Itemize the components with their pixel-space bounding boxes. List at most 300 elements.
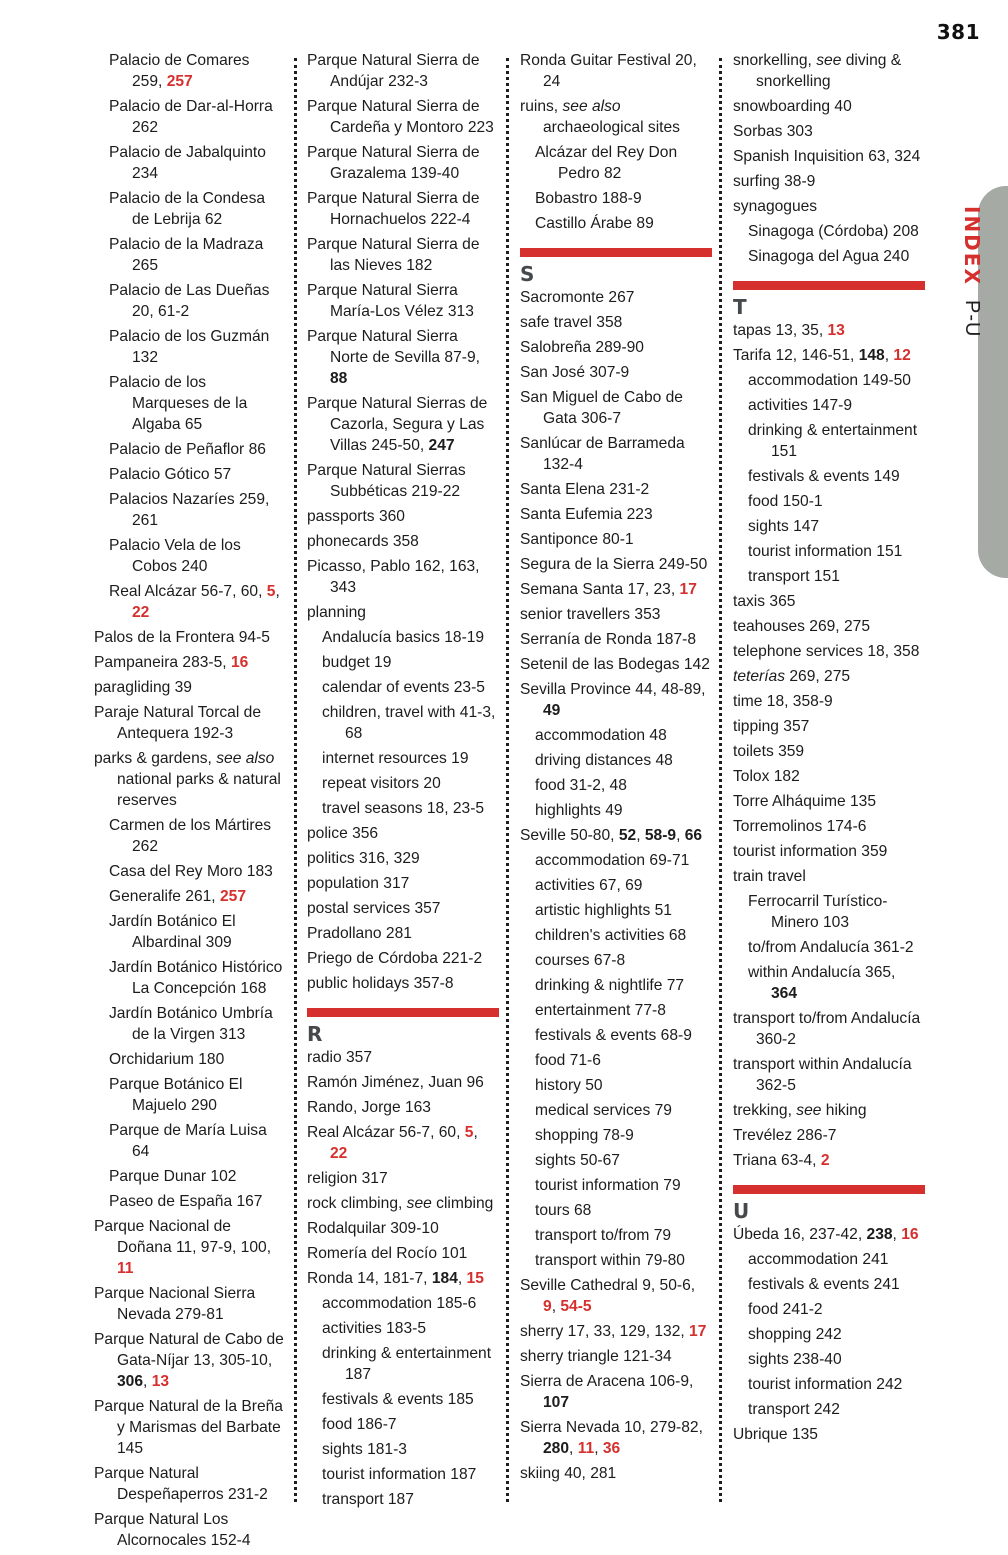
entry-text: Real Alcázar 56-7, 60, [109,583,267,600]
main-page-ref: 280 [543,1440,570,1457]
index-entry [94,1329,284,1392]
entry-text: 269, 275 [785,668,851,685]
index-entry [307,280,499,322]
entry-text: transport 242 [748,1401,840,1418]
entry-text: , [569,1440,578,1457]
entry-text: , [676,827,685,844]
map-page-ref: 54-5 [560,1298,592,1315]
index-subentry [733,566,925,587]
section-letter: U [733,1199,750,1223]
entry-text: within Andalucía 365, [748,964,896,981]
entry-text: Jardín Botánico Histórico La Concepción 168 [109,959,283,997]
index-subentry [733,395,925,416]
index-subentry [520,850,712,871]
main-page-ref: 58-9 [644,827,677,844]
entry-text: Ferrocarril Turístico-Minero 103 [748,893,888,931]
entry-text: Trevélez 286-7 [733,1127,837,1144]
entry-text: drinking & entertainment 151 [748,422,918,460]
entry-text: San José 307-9 [520,364,630,381]
index-subentry [94,372,284,435]
entry-text: sights 50-67 [535,1152,620,1169]
entry-text: postal services 357 [307,900,441,917]
index-subentry [520,950,712,971]
index-entry [307,1122,499,1164]
index-entry [733,171,925,192]
index-entry [307,326,499,389]
index-subentry [733,516,925,537]
entry-text: time 18, 358-9 [733,693,833,710]
entry-text: Torremolinos 174-6 [733,818,867,835]
index-entry [733,1054,925,1096]
map-page-ref: 12 [893,347,911,364]
entry-text: Parque Dunar 102 [109,1168,237,1185]
index-subentry [307,702,499,744]
index-entry [520,1371,712,1413]
entry-text: transport to/from 79 [535,1227,672,1244]
index-entry [733,841,925,862]
entry-text: Paraje Natural Torcal de Antequera 192-3 [94,704,262,742]
entry-text: Palacio de la Madraza 265 [109,236,264,274]
entry-text: , [143,1373,152,1390]
entry-text: entertainment 77-8 [535,1002,666,1019]
section-divider-bar [733,1185,925,1194]
entry-text: police 356 [307,825,379,842]
index-subentry [733,1299,925,1320]
entry-text: Sinagoga (Córdoba) 208 [748,223,919,240]
index-entry [520,362,712,383]
entry-text: Romería del Rocío 101 [307,1245,468,1262]
index-entry [307,1072,499,1093]
entry-text: Parque Natural Sierra de Cardeña y Montoro 223 [307,98,494,136]
entry-text: Casa del Rey Moro 183 [109,863,273,880]
index-entry [520,654,712,675]
entry-text: travel seasons 18, 23-5 [322,800,485,817]
index-subentry [94,280,284,322]
index-subentry [94,489,284,531]
entry-text: food 71-6 [535,1052,601,1069]
index-entry [94,652,284,673]
index-subentry [520,875,712,896]
index-entry [520,579,712,600]
section-header [733,1185,925,1222]
main-page-ref: 52 [618,827,637,844]
index-subentry [520,1125,712,1146]
entry-text: children, travel with 41-3, 68 [322,704,496,742]
index-subentry [733,1399,925,1420]
entry-text: planning [307,604,366,621]
index-entry [733,146,925,167]
entry-text: Parque Natural Despeñaperros 231-2 [94,1465,268,1503]
map-page-ref: 5 [266,583,276,600]
entry-text: drinking & nightlife 77 [535,977,685,994]
entry-text: sights 147 [748,518,820,535]
index-subentry [520,1050,712,1071]
index-subentry [94,1003,284,1045]
entry-text: snowboarding 40 [733,98,852,115]
index-subentry [307,627,499,648]
map-page-ref: 257 [219,888,246,905]
entry-text: accommodation 69-71 [535,852,690,869]
entry-text: Palacio Gótico 57 [109,466,232,483]
entry-text: public holidays 357-8 [307,975,454,992]
index-entry [307,1097,499,1118]
entry-text: Seville 50-80, [520,827,619,844]
index-subentry [307,748,499,769]
entry-text: telephone services 18, 358 [733,643,920,660]
index-entry [520,1321,712,1342]
index-subentry [94,815,284,857]
entry-text: Segura de la Sierra 249-50 [520,556,708,573]
entry-text: taxis 365 [733,593,796,610]
entry-text: activities 67, 69 [535,877,643,894]
index-subentry [94,326,284,368]
index-subentry [94,861,284,882]
index-entry [307,556,499,598]
entry-text: teahouses 269, 275 [733,618,870,635]
index-entry [520,96,712,138]
entry-text: senior travellers 353 [520,606,661,623]
entry-text: food 150-1 [748,493,823,510]
index-subentry [94,1120,284,1162]
entry-text: Alcázar del Rey Don Pedro 82 [535,144,678,182]
index-subentry [94,439,284,460]
index-entry [733,591,925,612]
entry-text: festivals & events 185 [322,1391,474,1408]
entry-text: Santiponce 80-1 [520,531,634,548]
main-page-ref: 148 [858,347,885,364]
entry-text: Orchidarium 180 [109,1051,225,1068]
entry-text: Triana 63-4, [733,1152,821,1169]
index-subentry [520,775,712,796]
index-entry [733,50,925,92]
index-entry [94,1216,284,1279]
entry-text: Sacromonte 267 [520,289,635,306]
entry-text: rock climbing, [307,1195,407,1212]
main-page-ref: 238 [866,1226,893,1243]
entry-text: shopping 242 [748,1326,842,1343]
index-entry [307,602,499,623]
index-subentry [520,800,712,821]
index-subentry [520,725,712,746]
section-header [733,281,925,318]
main-page-ref: 184 [431,1270,458,1287]
entry-text: religion 317 [307,1170,388,1187]
entry-text: hiking [821,1102,867,1119]
entry-text: Bobastro 188-9 [535,190,642,207]
index-subentry [733,541,925,562]
entry-text: Parque Natural de la Breña y Marismas del Barbate 145 [94,1398,283,1457]
index-column-4 [733,50,925,1449]
index-subentry [94,957,284,999]
index-entry [94,1509,284,1551]
entry-text: radio 357 [307,1049,373,1066]
entry-text: accommodation 185-6 [322,1295,477,1312]
map-page-ref: 13 [151,1373,170,1390]
main-page-ref: 88 [330,370,348,387]
section-header [307,1008,499,1045]
main-page-ref: 107 [543,1394,570,1411]
index-entry [733,1424,925,1445]
index-subentry [520,1200,712,1221]
index-subentry [94,535,284,577]
entry-text: Torre Alháquime 135 [733,793,877,810]
entry-text: Sevilla Province 44, 48-89, [520,681,706,698]
index-entry [520,387,712,429]
entry-text: festivals & events 149 [748,468,900,485]
cross-ref-text: teterías [733,668,786,685]
entry-text: , [884,347,894,364]
entry-text: Palacios Nazaríes 259, 261 [109,491,270,529]
cross-ref-text: see [796,1102,822,1119]
index-subentry [520,975,712,996]
index-entry [520,529,712,550]
entry-text: food 186-7 [322,1416,397,1433]
index-entry [307,460,499,502]
index-subentry [94,1074,284,1116]
index-entry [520,604,712,625]
index-subentry [520,1025,712,1046]
index-subentry [520,750,712,771]
entry-text: Jardín Botánico El Albardinal 309 [109,913,236,951]
index-entry [307,50,499,92]
index-subentry [520,1175,712,1196]
entry-text: Palacio de los Guzmán 132 [109,328,270,366]
entry-text: Rodalquilar 309-10 [307,1220,439,1237]
entry-text: tipping 357 [733,718,810,735]
entry-text: Tolox 182 [733,768,800,785]
index-subentry [94,1049,284,1070]
index-entry [94,702,284,744]
index-entry [733,1125,925,1146]
index-subentry [733,370,925,391]
index-entry [520,1275,712,1317]
index-subentry [520,1225,712,1246]
index-subentry [520,1075,712,1096]
main-page-ref: 247 [428,437,455,454]
section-letter: S [520,262,535,286]
index-entry [733,816,925,837]
entry-text: Santa Eufemia 223 [520,506,653,523]
index-entry [307,823,499,844]
index-subentry [733,1249,925,1270]
entry-text: Úbeda 16, 237-42, [733,1226,867,1243]
index-entry [307,1243,499,1264]
entry-text: Parque Natural Sierra María-Los Vélez 313 [307,282,474,320]
index-subentry [94,911,284,953]
index-subentry [94,464,284,485]
index-entry [307,531,499,552]
index-entry [94,1396,284,1459]
entry-text: Parque Natural Sierras de Cazorla, Segura y Las Villas 245-50, [307,395,488,454]
entry-text: drinking & entertainment 187 [322,1345,492,1383]
entry-text: climbing [431,1195,494,1212]
entry-text: sherry triangle 121-34 [520,1348,672,1365]
entry-text: train travel [733,868,806,885]
entry-text: sights 238-40 [748,1351,842,1368]
entry-text: Ramón Jiménez, Juan 96 [307,1074,484,1091]
index-entry [733,1008,925,1050]
index-subentry [733,962,925,1004]
entry-text: accommodation 48 [535,727,667,744]
entry-text: Parque Natural Sierra de Andújar 232-3 [307,52,480,90]
entry-text: Parque Natural Los Alcornocales 152-4 [94,1511,251,1549]
index-column-2 [307,50,499,1514]
entry-text: history 50 [535,1077,603,1094]
index-entry [520,287,712,308]
map-page-ref: 2 [820,1152,830,1169]
index-entry [520,1463,712,1484]
entry-text: Palacio de Peñaflor 86 [109,441,266,458]
entry-text: , [892,1226,902,1243]
entry-text: , [457,1270,467,1287]
entry-text: medical services 79 [535,1102,672,1119]
index-subentry [520,188,712,209]
entry-text: Palacio de la Condesa de Lebrija 62 [109,190,266,228]
entry-text: activities 147-9 [748,397,853,414]
entry-text: Palacio de Jabalquinto 234 [109,144,266,182]
entry-text: national parks & natural reserves [117,771,281,809]
entry-text: Semana Santa 17, 23, [520,581,680,598]
index-subentry [733,1324,925,1345]
entry-text: Tarifa 12, 146-51, [733,347,859,364]
index-entry [307,1047,499,1068]
index-entry [733,716,925,737]
entry-text: , [594,1440,603,1457]
index-entry [307,1168,499,1189]
entry-text: Parque Natural Sierra de las Nieves 182 [307,236,480,274]
entry-text: Spanish Inquisition 63, 324 [733,148,921,165]
index-subentry [520,1150,712,1171]
index-entry [733,1224,925,1245]
index-entry [520,50,712,92]
index-subentry [307,1318,499,1339]
map-page-ref: 9 [543,1298,552,1315]
index-subentry [520,213,712,234]
map-page-ref: 22 [330,1145,348,1162]
entry-text: Palacio de Las Dueñas 20, 61-2 [109,282,270,320]
index-side-label [954,206,984,338]
index-entry [520,479,712,500]
entry-text: snorkelling, [733,52,817,69]
entry-text: Palacio Vela de los Cobos 240 [109,537,241,575]
index-subentry [733,891,925,933]
main-page-ref: 306 [117,1373,144,1390]
index-subentry [94,188,284,230]
entry-text: parks & gardens, [94,750,217,767]
index-subentry [307,1389,499,1410]
entry-text: to/from Andalucía 361-2 [748,939,914,956]
entry-text: highlights 49 [535,802,623,819]
index-entry [307,898,499,919]
index-entry [733,1150,925,1171]
index-entry [520,433,712,475]
entry-text: tourist information 151 [748,543,903,560]
entry-text: , [636,827,645,844]
entry-text: Real Alcázar 56-7, 60, [307,1124,465,1141]
index-subentry [520,1000,712,1021]
main-page-ref: 66 [684,827,703,844]
column-divider [506,58,509,1502]
entry-text: Paseo de España 167 [109,1193,263,1210]
section-divider-bar [520,248,712,257]
section-header [520,248,712,285]
entry-text: Priego de Córdoba 221-2 [307,950,483,967]
entry-text: Generalife 261, [109,888,220,905]
index-entry [733,666,925,687]
page-number: 381 [936,20,980,44]
index-entry [307,142,499,184]
index-entry [733,345,925,366]
entry-text: transport 151 [748,568,840,585]
index-entry [94,677,284,698]
index-entry [307,1268,499,1289]
index-entry [307,923,499,944]
index-subentry [520,900,712,921]
entry-text: paragliding 39 [94,679,192,696]
index-subentry [94,581,284,623]
entry-text: San Miguel de Cabo de Gata 306-7 [520,389,683,427]
index-subentry [94,234,284,276]
entry-text: tourist information 359 [733,843,888,860]
entry-text: Rando, Jorge 163 [307,1099,431,1116]
entry-text: Ronda Guitar Festival 20, 24 [520,52,697,90]
index-entry [520,1346,712,1367]
map-page-ref: 11 [577,1440,595,1457]
entry-text: transport to/from Andalucía 360-2 [733,1010,921,1048]
index-entry [307,973,499,994]
entry-text: sherry 17, 33, 129, 132, [520,1323,690,1340]
entry-text: Sanlúcar de Barrameda 132-4 [520,435,685,473]
entry-text: Parque Natural Sierra de Hornachuelos 222-4 [307,190,480,228]
entry-text: festivals & events 241 [748,1276,900,1293]
entry-text: Pampaneira 283-5, [94,654,231,671]
index-subentry [733,221,925,242]
entry-text: children's activities 68 [535,927,687,944]
entry-text: , [473,1124,478,1141]
index-entry [520,679,712,721]
entry-text: population 317 [307,875,410,892]
entry-text: Parque Nacional Sierra Nevada 279-81 [94,1285,256,1323]
map-page-ref: 16 [901,1226,919,1243]
entry-text: Picasso, Pablo 162, 163, 343 [307,558,480,596]
entry-text: Parque Natural Sierras Subbéticas 219-22 [307,462,466,500]
entry-text: accommodation 149-50 [748,372,911,389]
entry-text: Santa Elena 231-2 [520,481,650,498]
entry-text: phonecards 358 [307,533,419,550]
index-subentry [307,1343,499,1385]
index-entry [520,629,712,650]
entry-text: safe travel 358 [520,314,623,331]
entry-text: transport 187 [322,1491,414,1508]
index-subentry [94,50,284,92]
index-entry [94,1283,284,1325]
entry-text: food 31-2, 48 [535,777,627,794]
index-entry [733,741,925,762]
entry-text: passports 360 [307,508,405,525]
entry-text: transport within 79-80 [535,1252,685,1269]
entry-text: Carmen de los Mártires 262 [109,817,272,855]
index-subentry [307,1439,499,1460]
entry-text: politics 316, 329 [307,850,420,867]
entry-text: Parque Natural de Cabo de Gata-Níjar 13, 305-10, [94,1331,284,1369]
index-range: P-U [961,300,983,338]
index-subentry [733,491,925,512]
entry-text: Ronda 14, 181-7, [307,1270,432,1287]
cross-ref-text: see also [216,750,275,767]
index-subentry [94,142,284,184]
index-subentry [94,1191,284,1212]
entry-text: trekking, [733,1102,797,1119]
